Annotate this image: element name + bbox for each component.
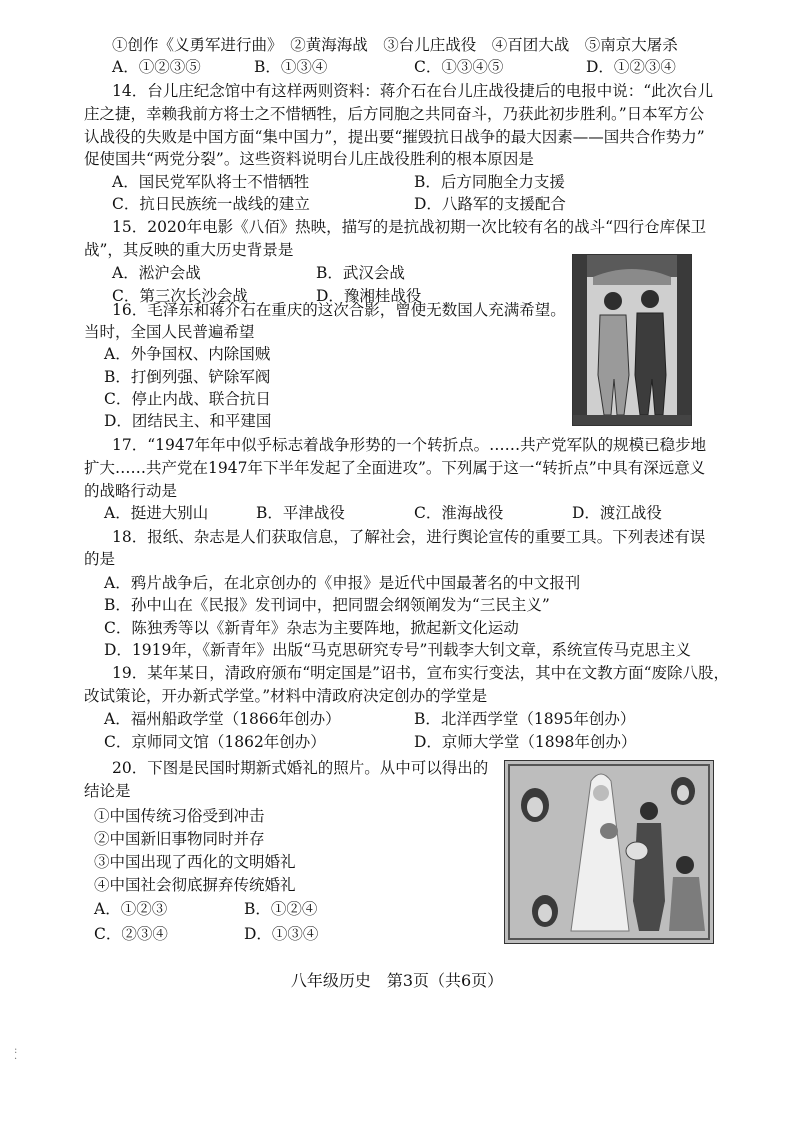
q14-stem-line4: 促使国共“两党分裂”。这些资料说明台儿庄战役胜利的根本原因是 — [84, 150, 534, 168]
scan-speck: : · — [14, 1045, 18, 1065]
q20-option-d: D．①③④ — [244, 925, 319, 943]
q18-stem-line1: 18．报纸、杂志是人们获取信息，了解社会，进行舆论宣传的重要工具。下列表述有误 — [112, 528, 706, 546]
q19-stem-line2: 改试策论，开办新式学堂。”材料中清政府决定创办的学堂是 — [84, 687, 488, 705]
q19-option-a: A．福州船政学堂（1866年创办） — [104, 710, 341, 728]
q14-option-d: D．八路军的支援配合 — [414, 195, 566, 213]
q15-option-c: C．第三次长沙会战 — [112, 287, 248, 305]
q20-stem-line1: 20．下图是民国时期新式婚礼的照片。从中可以得出的 — [112, 759, 489, 777]
q18-option-b: B．孙中山在《民报》发刊词中，把同盟会纲领阐发为“三民主义” — [104, 596, 550, 614]
q14-stem-line1: 14．台儿庄纪念馆中有这样两则资料：蒋介石在台儿庄战役捷后的电报中说：“此次台儿 — [112, 82, 714, 100]
q15-stem-line1: 15．2020年电影《八佰》热映，描写的是抗战初期一次比较有名的战斗“四行仓库保卫 — [112, 218, 707, 236]
q14-stem-line2: 庄之捷，幸赖我前方将士之不惜牺牲，后方同胞之共同奋斗，乃获此初步胜利。”日本军方公 — [84, 105, 705, 123]
q16-option-c: C．停止内战、联合抗日 — [104, 390, 271, 408]
q20-stem-line2: 结论是 — [84, 782, 131, 800]
q17-option-d: D．渡江战役 — [572, 504, 662, 522]
q20-option-c: C．②③④ — [94, 925, 168, 943]
q18-option-a: A．鸦片战争后，在北京创办的《申报》是近代中国最著名的中文报刊 — [104, 574, 581, 592]
q16-stem-line1: 16．毛泽东和蒋介石在重庆的这次合影，曾使无数国人充满希望。 — [112, 301, 566, 319]
q14-option-c: C．抗日民族统一战线的建立 — [112, 195, 310, 213]
q20-statement-4: ④中国社会彻底摒弃传统婚礼 — [94, 876, 296, 894]
q16-stem-line2: 当时，全国人民普遍希望 — [84, 323, 255, 341]
q18-option-d: D．1919年，《新青年》出版“马克思研究专号”刊载李大钊文章，系统宣传马克思主义 — [104, 641, 691, 659]
q20-option-b: B．①②④ — [244, 900, 318, 918]
q20-option-a: A．①②③ — [94, 900, 168, 918]
q19-stem-line1: 19．某年某日，清政府颁布“明定国是”诏书，宣布实行变法，其中在文教方面“废除八股， — [112, 664, 729, 682]
q13-option-b: B．①③④ — [254, 58, 328, 76]
q16-option-b: B．打倒列强、铲除军阀 — [104, 368, 271, 386]
q13-option-a: A．①②③⑤ — [112, 58, 201, 76]
q17-stem-line2: 扩大……共产党在1947年下半年发起了全面进攻”。下列属于这一“转折点”中具有深远意义 — [84, 459, 706, 477]
q19-option-b: B．北洋西学堂（1895年创办） — [414, 710, 636, 728]
q17-option-b: B．平津战役 — [256, 504, 345, 522]
q20-statement-1: ①中国传统习俗受到冲击 — [94, 807, 265, 825]
q19-option-c: C．京师同文馆（1862年创办） — [104, 733, 326, 751]
q15-stem-line2: 战”，其反映的重大历史背景是 — [84, 241, 294, 259]
wedding-photo — [504, 760, 714, 944]
q13-option-d: D．①②③④ — [586, 58, 676, 76]
q14-option-b: B．后方同胞全力支援 — [414, 173, 565, 191]
q15-option-b: B．武汉会战 — [316, 264, 405, 282]
q17-option-c: C．淮海战役 — [414, 504, 504, 522]
q15-option-a: A．淞沪会战 — [112, 264, 201, 282]
q16-option-d: D．团结民主、和平建国 — [104, 412, 272, 430]
q14-stem-line3: 认战役的失败是中国方面“集中国力”，提出要“摧毁抗日战争的最大因素——国共合作势力” — [84, 128, 705, 146]
q17-stem-line1: 17．“1947年年中似乎标志着战争形势的一个转折点。……共产党军队的规模已稳步地 — [112, 436, 707, 454]
q20-statement-2: ②中国新旧事物同时并存 — [94, 830, 265, 848]
q14-option-a: A．国民党军队将士不惜牺牲 — [112, 173, 310, 191]
q19-option-d: D．京师大学堂（1898年创办） — [414, 733, 637, 751]
q15-option-d: D．豫湘桂战役 — [316, 287, 422, 305]
q17-stem-line3: 的战略行动是 — [84, 482, 178, 500]
q18-stem-line2: 的是 — [84, 550, 116, 568]
q20-statement-3: ③中国出现了西化的文明婚礼 — [94, 853, 296, 871]
q18-option-c: C．陈独秀等以《新青年》杂志为主要阵地，掀起新文化运动 — [104, 619, 519, 637]
q13-items: ①创作《义勇军进行曲》 ②黄海海战 ③台儿庄战役 ④百团大战 ⑤南京大屠杀 — [112, 36, 678, 54]
q16-option-a: A．外争国权、内除国贼 — [104, 345, 271, 363]
q17-option-a: A．挺进大别山 — [104, 504, 209, 522]
page-footer: 八年级历史 第3页（共6页） — [290, 971, 504, 990]
mao-chiang-photo — [572, 254, 692, 426]
q13-option-c: C．①③④⑤ — [414, 58, 504, 76]
